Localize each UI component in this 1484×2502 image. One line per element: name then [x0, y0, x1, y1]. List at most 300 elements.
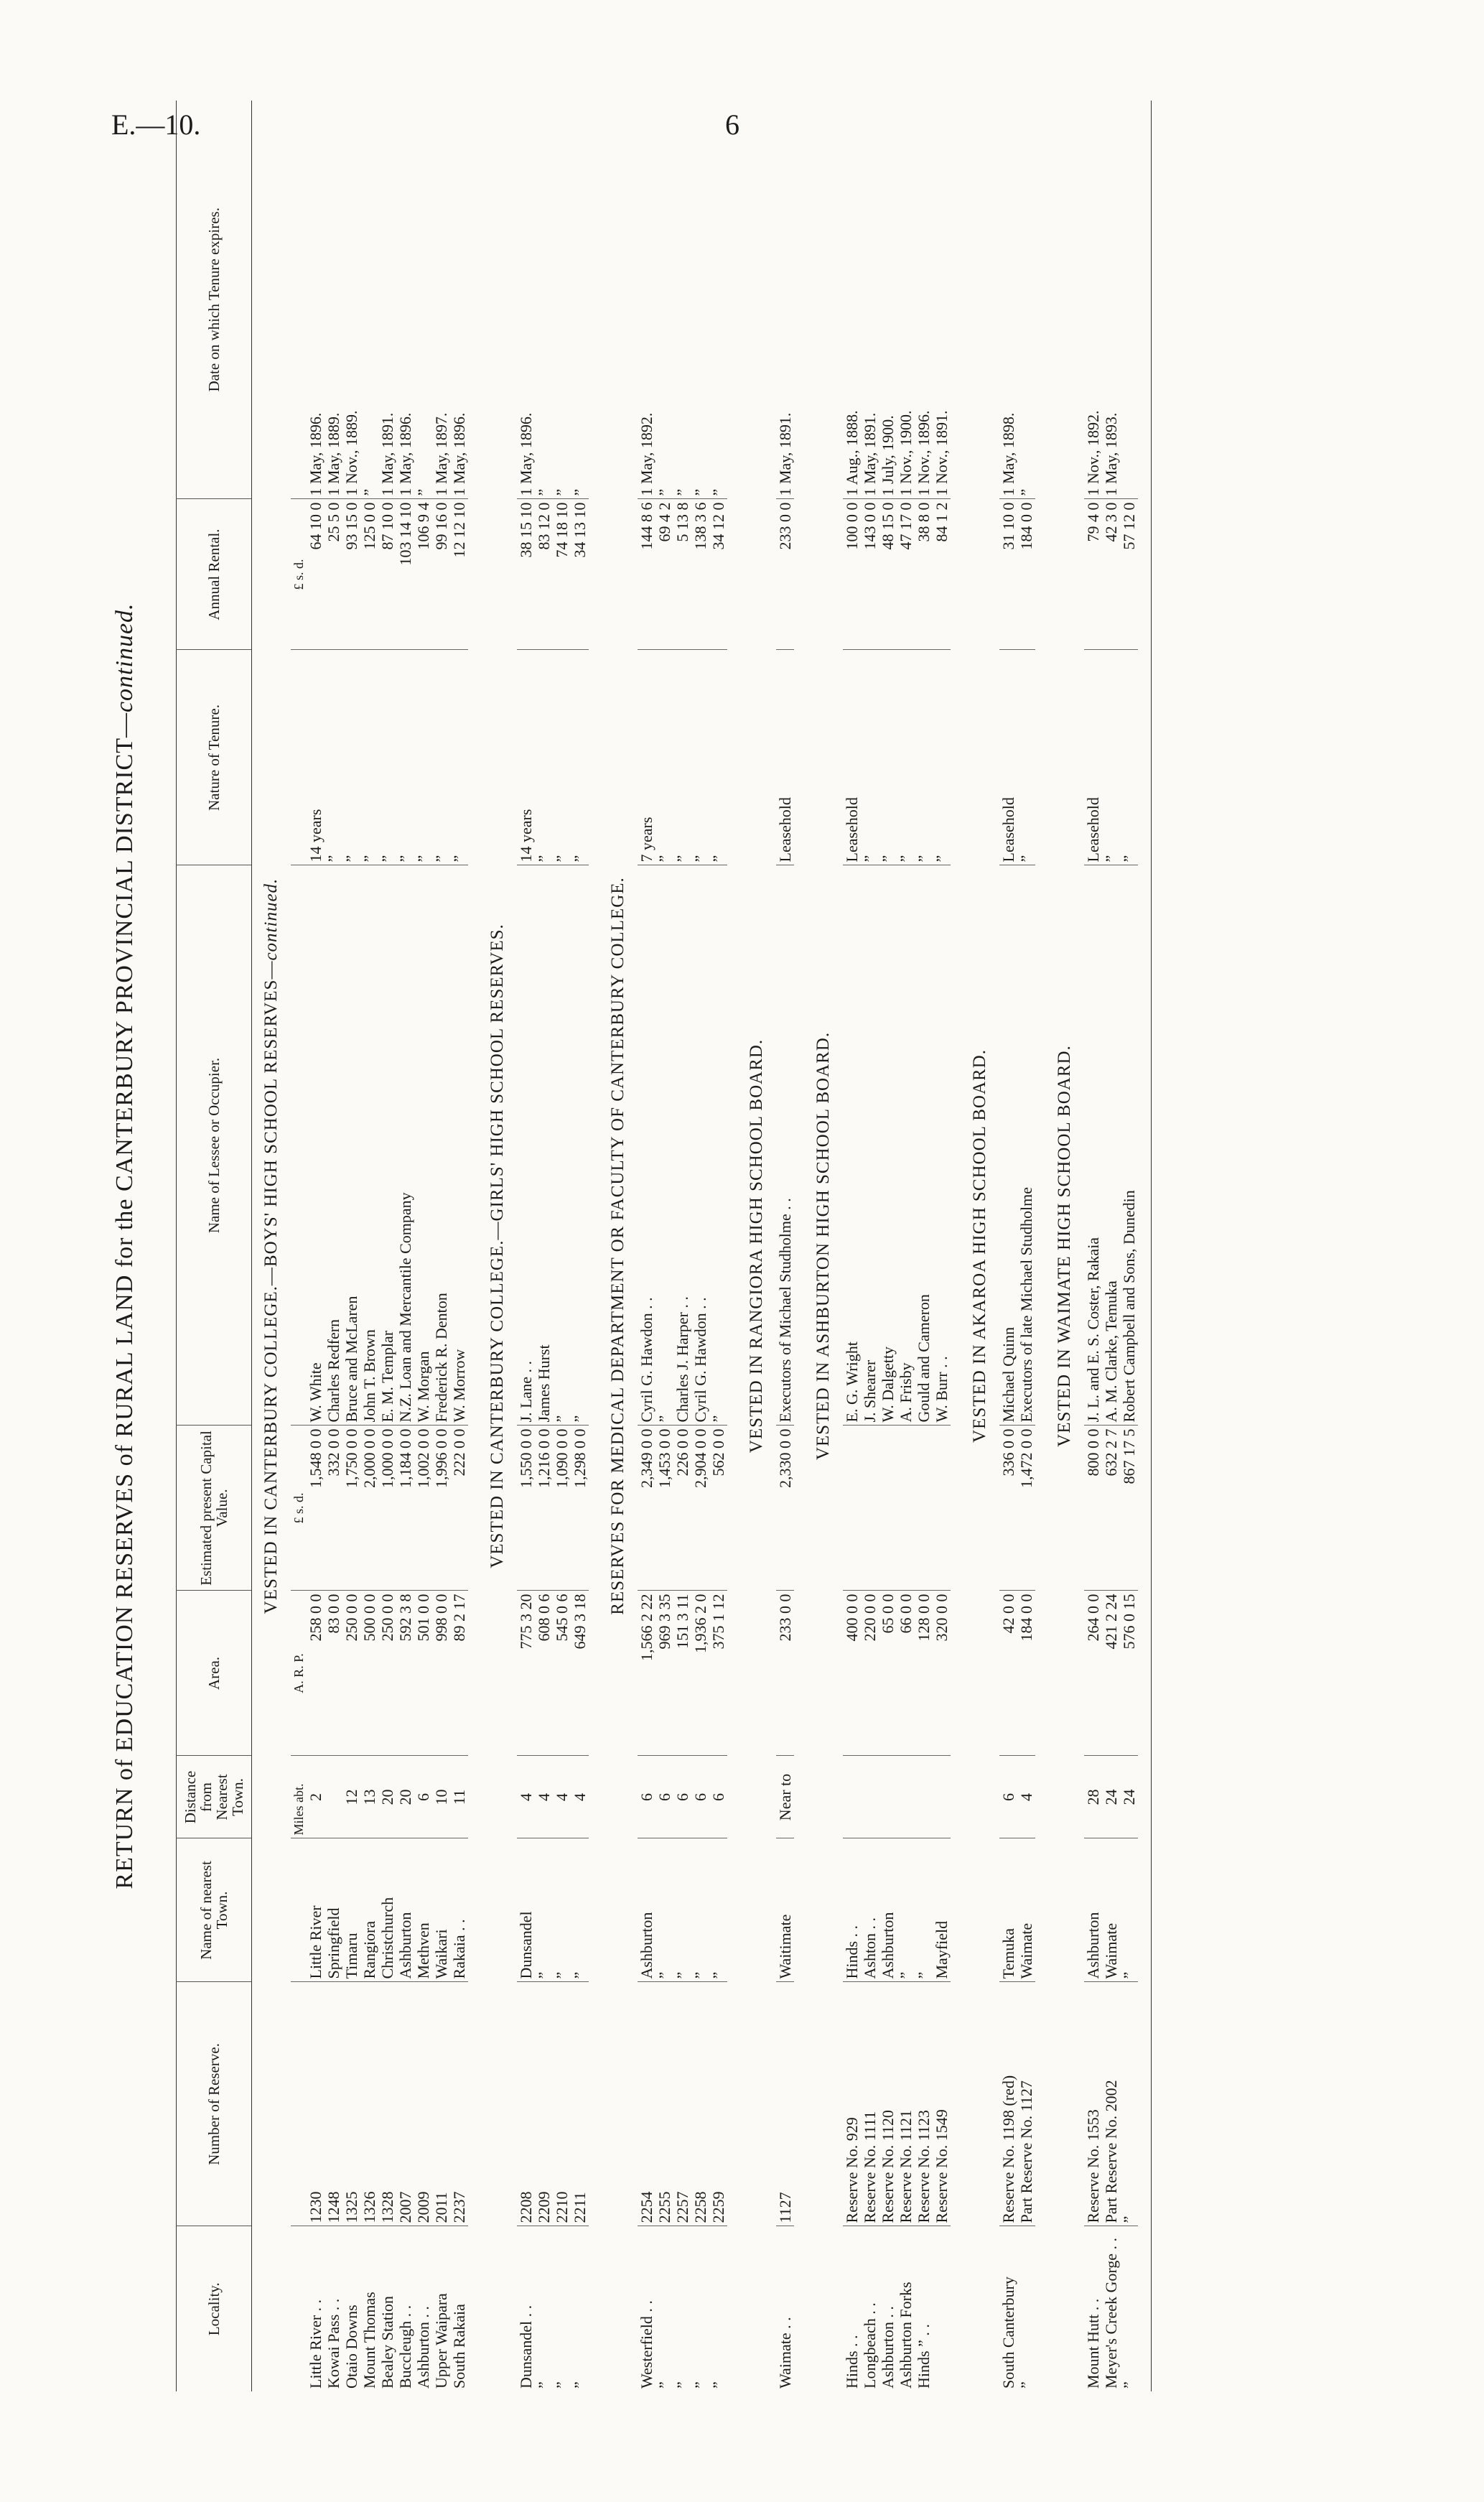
lessee-cell: Charles Redfern [325, 865, 342, 1426]
capital-value-cell: 2,330 0 0 [776, 1426, 794, 1591]
lessee-cell: John T. Brown [360, 865, 378, 1426]
tenure-cell: ” [879, 650, 897, 865]
title-continued: continued. [111, 603, 138, 713]
units-cell [291, 2226, 307, 2391]
expiry-cell: 1 Nov., 1896. [915, 410, 933, 496]
rental-cell: 34 12 0 [709, 499, 727, 650]
title-main: RETURN of EDUCATION RESERVES of RURAL LAND for the CANTERBURY PROVINCIAL DISTRICT— [111, 712, 138, 1889]
locality-cell: ” [553, 2226, 571, 2391]
units-cell [291, 1982, 307, 2226]
lessee-cell: ” [655, 865, 673, 1426]
reserve-number-cell: 1326 [360, 1982, 378, 2226]
spacer-cell [951, 101, 961, 2391]
tenure-cell: 14 years [517, 650, 535, 865]
locality-cell: ” [535, 2226, 553, 2391]
col-rental: Annual Rental. [177, 499, 252, 650]
distance-cell: Near to [776, 1756, 794, 1838]
tenure-cell: ” [378, 650, 396, 865]
tenure-cell: ” [450, 650, 468, 865]
table-row [1120, 101, 1138, 2391]
locality-cell: Mount Thomas [360, 2226, 378, 2391]
capital-value-cell: 632 2 7 [1102, 1426, 1120, 1591]
locality-cell: Waimate . . [776, 2226, 794, 2391]
tenure-cell: ” [360, 650, 378, 865]
capital-value-cell: 336 0 0 [999, 1426, 1017, 1591]
expiry-cell: 1 May, 1891. [776, 412, 794, 496]
distance-cell: 28 [1084, 1756, 1102, 1838]
capital-value-cell: 1,090 0 0 [553, 1426, 571, 1591]
nearest-town-cell: Waimate [1102, 1838, 1120, 1982]
nearest-town-cell: ” [1120, 1838, 1138, 1982]
rental-cell: 138 3 6 [691, 499, 709, 650]
nearest-town-cell: Waimate [1017, 1838, 1035, 1982]
reserve-number-cell: 2257 [673, 1982, 691, 2226]
lessee-cell: E. M. Templar [378, 865, 396, 1426]
nearest-town-cell: Mayfield [933, 1838, 951, 1982]
reserve-number-cell: 2007 [396, 1982, 414, 2226]
expiry-cell: ” [535, 488, 553, 496]
expiry-cell: 1 Nov., 1891. [933, 410, 951, 496]
expiry-cell: 1 May, 1892. [638, 412, 655, 496]
section-heading-row [599, 101, 638, 2391]
lessee-cell: Robert Campbell and Sons, Dunedin [1120, 865, 1138, 1426]
expiry-cell: ” [673, 488, 691, 496]
section-heading-text: VESTED IN WAIMATE HIGH SCHOOL BOARD. [1055, 1045, 1074, 1447]
capital-value-cell: 226 0 0 [673, 1426, 691, 1591]
table-row [673, 101, 691, 2391]
table-row [1102, 101, 1120, 2391]
rental-cell: 93 15 0 [342, 499, 360, 650]
reserve-number-cell: 2209 [535, 1982, 553, 2226]
distance-cell: 12 [342, 1756, 360, 1838]
table-row [897, 101, 915, 2391]
expiry-cell: 1 May, 1893. [1102, 412, 1120, 496]
distance-cell: 24 [1120, 1756, 1138, 1838]
reserve-number-cell: 2255 [655, 1982, 673, 2226]
capital-value-cell: 1,216 0 0 [535, 1426, 553, 1591]
area-cell: 421 2 24 [1102, 1591, 1120, 1756]
locality-cell: Dunsandel . . [517, 2226, 535, 2391]
distance-cell [325, 1756, 342, 1838]
reserve-number-cell: 2258 [691, 1982, 709, 2226]
capital-value-cell: 1,548 0 0 [307, 1426, 325, 1591]
tenure-cell: ” [933, 650, 951, 865]
expiry-cell: 1 May, 1897. [432, 412, 450, 496]
table-row [915, 101, 933, 2391]
expiry-cell [1120, 101, 1138, 499]
distance-cell: 20 [378, 1756, 396, 1838]
locality-cell: Ashburton . . [879, 2226, 897, 2391]
capital-value-cell: 2,904 0 0 [691, 1426, 709, 1591]
capital-value-cell: 1,453 0 0 [655, 1426, 673, 1591]
rental-cell: 87 10 0 [378, 499, 396, 650]
distance-cell: 4 [517, 1756, 535, 1838]
tenure-cell: ” [342, 650, 360, 865]
tenure-cell: Leasehold [999, 650, 1017, 865]
spacer-row [1035, 101, 1045, 2391]
area-cell: 375 1 12 [709, 1591, 727, 1756]
locality-cell: Ashburton Forks [897, 2226, 915, 2391]
section-heading-text: VESTED IN ASHBURTON HIGH SCHOOL BOARD. [813, 1031, 833, 1461]
reserve-number-cell: 2009 [414, 1982, 432, 2226]
nearest-town-cell: Dunsandel [517, 1838, 535, 1982]
column-header-row [177, 101, 252, 2391]
nearest-town-cell: Hinds . . [843, 1838, 861, 1982]
nearest-town-cell: Ashburton [1084, 1838, 1102, 1982]
rotated-return-table [111, 101, 1432, 2391]
locality-cell: Mount Hutt . . [1084, 2226, 1102, 2391]
capital-value-cell [843, 1426, 861, 1591]
capital-value-cell: 2,000 0 0 [360, 1426, 378, 1591]
rental-cell: 125 0 0 [360, 499, 378, 650]
units-cell [291, 1838, 307, 1982]
capital-value-cell: 800 0 0 [1084, 1426, 1102, 1591]
table-row [709, 101, 727, 2391]
reserve-number-cell: 2011 [432, 1982, 450, 2226]
area-cell: 128 0 0 [915, 1591, 933, 1756]
capital-value-cell [915, 1426, 933, 1591]
section-heading-row [1045, 101, 1084, 2391]
reserve-number-cell: Reserve No. 1120 [879, 1982, 897, 2226]
area-cell: 89 2 17 [450, 1591, 468, 1756]
section-heading [599, 101, 638, 2391]
reserve-number-cell: 1325 [342, 1982, 360, 2226]
return-title [111, 101, 139, 2391]
nearest-town-cell: Methven [414, 1838, 432, 1982]
lessee-cell: W. Dalgetty [879, 865, 897, 1426]
table-row [414, 101, 432, 2391]
distance-cell: 6 [414, 1756, 432, 1838]
distance-cell: 6 [655, 1756, 673, 1838]
lessee-cell: ” [709, 865, 727, 1426]
capital-value-cell [879, 1426, 897, 1591]
spacer-cell [1138, 101, 1148, 2391]
section-heading-row [961, 101, 999, 2391]
table-row [1084, 101, 1102, 2391]
report-reference: E.—10. [111, 108, 201, 141]
capital-value-cell: 1,550 0 0 [517, 1426, 535, 1591]
expiry-cell: 1 May, 1896. [517, 412, 535, 496]
table-row [553, 101, 571, 2391]
expiry-cell: 1 May, 1896. [396, 412, 414, 496]
reserve-number-cell: Reserve No. 1549 [933, 1982, 951, 2226]
units-row [291, 101, 307, 2391]
spacer-cell [468, 101, 478, 2391]
rental-cell: 25 5 0 [325, 499, 342, 650]
spacer-row [468, 101, 478, 2391]
capital-value-cell: 332 0 0 [325, 1426, 342, 1591]
rental-cell: 34 13 10 [571, 499, 589, 650]
table-row [776, 101, 794, 2391]
distance-cell: 6 [999, 1756, 1017, 1838]
distance-cell: 20 [396, 1756, 414, 1838]
rental-cell: 143 0 0 [861, 499, 879, 650]
expiry-cell: 1 May, 1891. [861, 412, 879, 496]
capital-value-cell: 867 17 5 [1120, 1426, 1138, 1591]
expiry-cell: ” [1017, 488, 1035, 496]
capital-value-cell [933, 1426, 951, 1591]
lessee-cell: A. M. Clarke, Temuka [1102, 865, 1120, 1426]
locality-cell: South Canterbury [999, 2226, 1017, 2391]
units-cell: £ s. d. [291, 1426, 307, 1591]
capital-value-cell: 1,472 0 0 [1017, 1426, 1035, 1591]
tenure-cell: ” [1120, 650, 1138, 865]
area-cell: 592 3 8 [396, 1591, 414, 1756]
rental-cell: 38 15 10 [517, 499, 535, 650]
rental-cell: 184 0 0 [1017, 499, 1035, 650]
tenure-cell: ” [414, 650, 432, 865]
nearest-town-cell: ” [535, 1838, 553, 1982]
nearest-town-cell: Waikari [432, 1838, 450, 1982]
section-heading-text: VESTED IN CANTERBURY COLLEGE.—GIRLS' HIGH SCHOOL RESERVES. [487, 924, 507, 1568]
tenure-cell: ” [553, 650, 571, 865]
section-heading-text: RESERVES FOR MEDICAL DEPARTMENT OR FACULTY OF CANTERBURY COLLEGE. [608, 877, 627, 1615]
expiry-cell: 1 May, 1891. [378, 412, 396, 496]
lessee-cell: W. White [307, 865, 325, 1426]
section-heading-text: VESTED IN AKAROA HIGH SCHOOL BOARD. [970, 1049, 989, 1443]
reserve-number-cell: 1230 [307, 1982, 325, 2226]
locality-cell: Bealey Station [378, 2226, 396, 2391]
spacer-row [951, 101, 961, 2391]
locality-cell: Meyer's Creek Gorge . . [1102, 2226, 1120, 2391]
units-cell: Miles abt. [291, 1756, 307, 1838]
table-row [1017, 101, 1035, 2391]
lessee-cell: W. Morgan [414, 865, 432, 1426]
expiry-cell: 1 May, 1896. [450, 412, 468, 496]
nearest-town-cell: Ashburton [396, 1838, 414, 1982]
section-heading [737, 101, 776, 2391]
area-cell: 501 0 0 [414, 1591, 432, 1756]
tenure-cell: ” [709, 650, 727, 865]
area-cell: 42 0 0 [999, 1591, 1017, 1756]
area-cell: 184 0 0 [1017, 1591, 1035, 1756]
spacer-row [727, 101, 737, 2391]
expiry-cell: ” [709, 488, 727, 496]
reserve-number-cell: 2259 [709, 1982, 727, 2226]
tenure-cell: Leasehold [776, 650, 794, 865]
expiry-cell: ” [360, 488, 378, 496]
area-cell: 66 0 0 [897, 1591, 915, 1756]
tenure-cell: ” [535, 650, 553, 865]
lessee-cell: E. G. Wright [843, 865, 861, 1426]
table-row [861, 101, 879, 2391]
lessee-cell: Charles J. Harper . . [673, 865, 691, 1426]
distance-cell [933, 1756, 951, 1838]
rental-cell: 38 8 0 [915, 499, 933, 650]
nearest-town-cell: ” [691, 1838, 709, 1982]
table-row [843, 101, 861, 2391]
table-row [342, 101, 360, 2391]
tenure-cell: Leasehold [1084, 650, 1102, 865]
area-cell: 576 0 15 [1120, 1591, 1138, 1756]
section-heading [961, 101, 999, 2391]
locality-cell [933, 2226, 951, 2391]
spacer-cell [794, 101, 804, 2391]
distance-cell [915, 1756, 933, 1838]
capital-value-cell [897, 1426, 915, 1591]
section-heading-row [252, 101, 291, 2391]
nearest-town-cell: Ashburton [879, 1838, 897, 1982]
reserve-number-cell: 1328 [378, 1982, 396, 2226]
locality-cell: Hinds ” . . [915, 2226, 933, 2391]
capital-value-cell: 1,184 0 0 [396, 1426, 414, 1591]
distance-cell: 6 [638, 1756, 655, 1838]
locality-cell: ” [571, 2226, 589, 2391]
lessee-cell: A. Frisby [897, 865, 915, 1426]
rental-cell: 233 0 0 [776, 499, 794, 650]
expiry-cell: 1 May, 1889. [325, 412, 342, 496]
distance-cell: 6 [673, 1756, 691, 1838]
lessee-cell: W. Burr . . [933, 865, 951, 1426]
table-body [252, 101, 1149, 2391]
tenure-cell: ” [1102, 650, 1120, 865]
capital-value-cell: 1,002 0 0 [414, 1426, 432, 1591]
lessee-cell: Cyril G. Hawdon . . [638, 865, 655, 1426]
section-heading [252, 101, 291, 2391]
reserve-number-cell: Reserve No. 1123 [915, 1982, 933, 2226]
capital-value-cell: 1,000 0 0 [378, 1426, 396, 1591]
area-cell: 649 3 18 [571, 1591, 589, 1756]
distance-cell: 6 [691, 1756, 709, 1838]
nearest-town-cell: ” [915, 1838, 933, 1982]
nearest-town-cell: ” [673, 1838, 691, 1982]
units-cell: £ s. d. [291, 499, 307, 650]
col-locality: Locality. [177, 2226, 252, 2391]
distance-cell: 4 [1017, 1756, 1035, 1838]
table-row [450, 101, 468, 2391]
reserve-number-cell: 2237 [450, 1982, 468, 2226]
locality-cell: Westerfield . . [638, 2226, 655, 2391]
nearest-town-cell: Timaru [342, 1838, 360, 1982]
lessee-cell: W. Morrow [450, 865, 468, 1426]
distance-cell: 10 [432, 1756, 450, 1838]
expiry-cell: 1 Nov., 1900. [897, 410, 915, 496]
lessee-cell: Gould and Cameron [915, 865, 933, 1426]
tenure-cell: ” [673, 650, 691, 865]
reserve-number-cell: Reserve No. 929 [843, 1982, 861, 2226]
distance-cell [897, 1756, 915, 1838]
expiry-cell: ” [691, 488, 709, 496]
reserve-number-cell: 2208 [517, 1982, 535, 2226]
table-row [638, 101, 655, 2391]
table-row [378, 101, 396, 2391]
expiry-cell: 1 Aug., 1888. [843, 410, 861, 496]
section-heading-text: VESTED IN RANGIORA HIGH SCHOOL BOARD. [747, 1038, 766, 1454]
col-area: Area. [177, 1591, 252, 1756]
table-row [325, 101, 342, 2391]
area-cell: 775 3 20 [517, 1591, 535, 1756]
rental-cell: 83 12 0 [535, 499, 553, 650]
rental-cell: 106 9 4 [414, 499, 432, 650]
units-cell [291, 865, 307, 1426]
distance-cell [843, 1756, 861, 1838]
rental-cell: 5 13 8 [673, 499, 691, 650]
tenure-cell: Leasehold [843, 650, 861, 865]
rental-cell: 144 8 6 [638, 499, 655, 650]
lessee-cell: J. L. and E. S. Coster, Rakaia [1084, 865, 1102, 1426]
rental-cell: 47 17 0 [897, 499, 915, 650]
tenure-cell: ” [571, 650, 589, 865]
capital-value-cell: 1,298 0 0 [571, 1426, 589, 1591]
reserve-number-cell: 1127 [776, 1982, 794, 2226]
area-cell: 250 0 0 [378, 1591, 396, 1756]
expiry-cell: ” [571, 488, 589, 496]
locality-cell: ” [673, 2226, 691, 2391]
table-row [432, 101, 450, 2391]
nearest-town-cell: ” [897, 1838, 915, 1982]
spacer-cell [727, 101, 737, 2391]
rental-cell: 79 4 0 [1084, 499, 1102, 650]
area-cell: 608 0 6 [535, 1591, 553, 1756]
units-cell [291, 650, 307, 865]
area-cell: 545 0 6 [553, 1591, 571, 1756]
expiry-cell: 1 July, 1900. [879, 415, 897, 496]
nearest-town-cell: Little River [307, 1838, 325, 1982]
table-row [999, 101, 1017, 2391]
rental-cell: 100 0 0 [843, 499, 861, 650]
lessee-cell: Executors of Michael Studholme . . [776, 865, 794, 1426]
reserve-number-cell: Reserve No. 1553 [1084, 1982, 1102, 2226]
col-tenure: Nature of Tenure. [177, 650, 252, 865]
capital-value-cell: 1,996 0 0 [432, 1426, 450, 1591]
rental-cell: 64 10 0 [307, 499, 325, 650]
section-heading [478, 101, 517, 2391]
nearest-town-cell: Christchurch [378, 1838, 396, 1982]
nearest-town-cell: Temuka [999, 1838, 1017, 1982]
lessee-cell: J. Lane . . [517, 865, 535, 1426]
col-number-of-reserve: Number of Reserve. [177, 1982, 252, 2226]
reserve-number-cell: 2254 [638, 1982, 655, 2226]
page-number: 6 [725, 108, 739, 141]
locality-cell: ” [655, 2226, 673, 2391]
expiry-cell: 1 May, 1896. [307, 412, 325, 496]
reserve-number-cell: Reserve No. 1198 (red) [999, 1982, 1017, 2226]
reserves-table [176, 101, 1148, 2391]
rental-cell: 57 12 0 [1120, 499, 1138, 650]
nearest-town-cell: Rangiora [360, 1838, 378, 1982]
nearest-town-cell: Rakaia . . [450, 1838, 468, 1982]
distance-cell: 13 [360, 1756, 378, 1838]
area-cell: 220 0 0 [861, 1591, 879, 1756]
expiry-cell: ” [553, 488, 571, 496]
reserve-number-cell: Reserve No. 1121 [897, 1982, 915, 2226]
tenure-cell: ” [432, 650, 450, 865]
table-row [307, 101, 325, 2391]
table-row [396, 101, 414, 2391]
area-cell: 998 0 0 [432, 1591, 450, 1756]
distance-cell: 4 [571, 1756, 589, 1838]
area-cell: 258 0 0 [307, 1591, 325, 1756]
area-cell: 969 3 35 [655, 1591, 673, 1756]
lessee-cell: Cyril G. Hawdon . . [691, 865, 709, 1426]
expiry-cell: 1 Nov., 1889. [342, 410, 360, 496]
reserve-number-cell: 2211 [571, 1982, 589, 2226]
locality-cell: Hinds . . [843, 2226, 861, 2391]
locality-cell: ” [691, 2226, 709, 2391]
table-row [879, 101, 897, 2391]
distance-cell: 4 [553, 1756, 571, 1838]
units-cell [291, 101, 307, 499]
table-row [691, 101, 709, 2391]
section-heading [1045, 101, 1084, 2391]
tenure-cell: ” [396, 650, 414, 865]
nearest-town-cell: Waitimate [776, 1838, 794, 1982]
reserve-number-cell: Part Reserve No. 2002 [1102, 1982, 1120, 2226]
section-heading-row [804, 101, 843, 2391]
area-cell: 400 0 0 [843, 1591, 861, 1756]
area-cell: 233 0 0 [776, 1591, 794, 1756]
table-row [655, 101, 673, 2391]
